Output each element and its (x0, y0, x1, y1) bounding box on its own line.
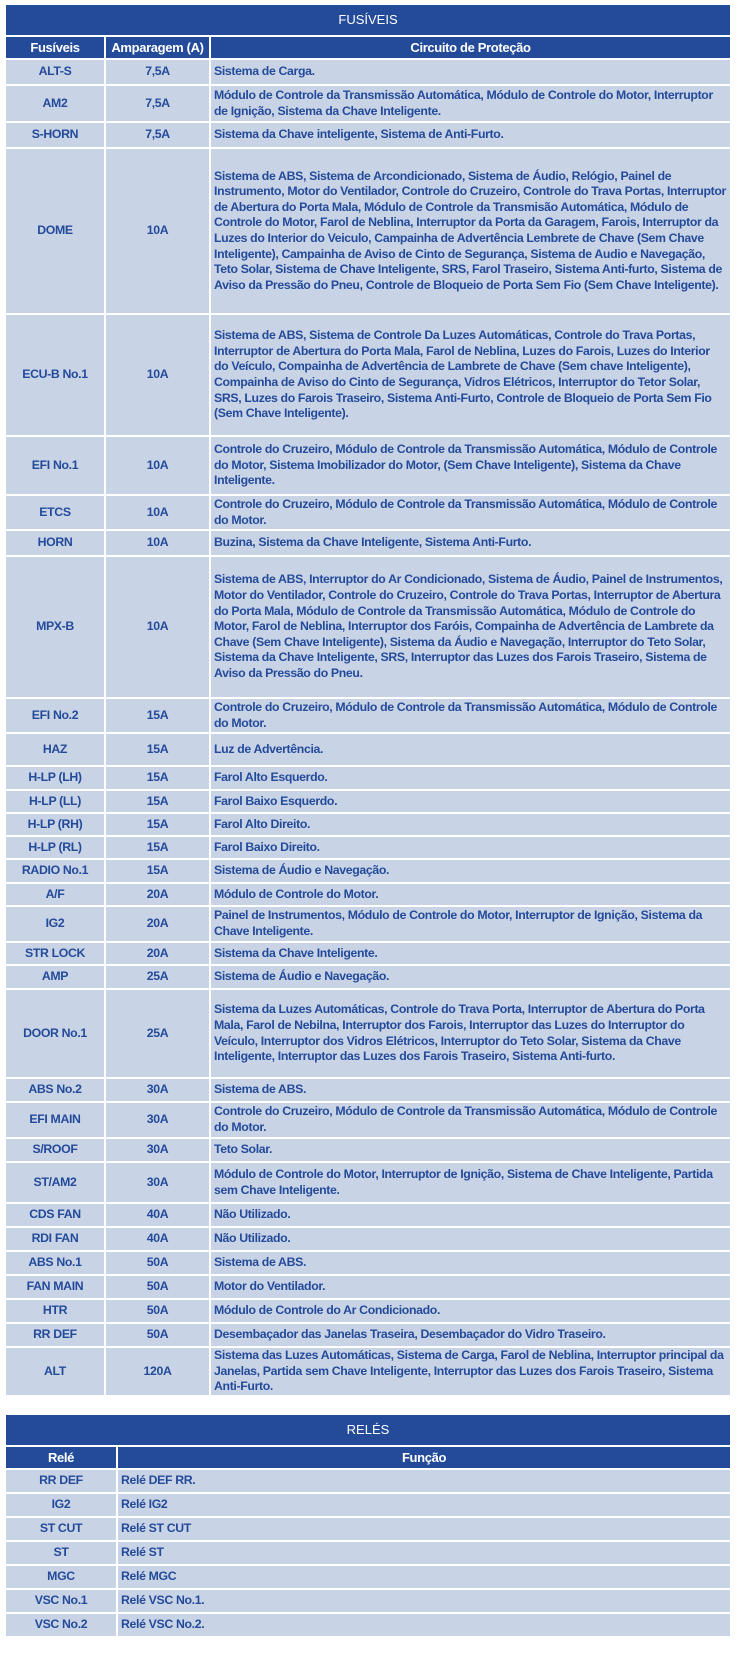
fuse-row (5, 1347, 731, 1396)
fuse-row (5, 906, 731, 942)
relay-row (5, 1517, 731, 1541)
relay-name: MGC (5, 1565, 117, 1589)
fuse-amperage: 7,5A (105, 59, 210, 85)
fuse-circuit: Não Utilizado. (210, 1203, 731, 1227)
fuse-amperage: 10A (105, 495, 210, 530)
fuse-row (5, 1251, 731, 1275)
fuse-row (5, 836, 731, 859)
fuse-name: EFI No.1 (5, 436, 105, 495)
fuse-row (5, 698, 731, 733)
fuse-amperage: 10A (105, 530, 210, 556)
relay-row (5, 1613, 731, 1637)
fuse-row (5, 965, 731, 989)
relay-function: Relé VSC No.1. (117, 1589, 731, 1613)
fuse-row (5, 1102, 731, 1138)
fuse-name: MPX-B (5, 556, 105, 698)
fuse-circuit: Sistema de ABS. (210, 1251, 731, 1275)
fuse-circuit: Módulo de Controle da Transmissão Automática, Módulo de Controle do Motor, Interruptor de Ignição, Sistema da Chave Inteligente. (210, 85, 731, 122)
relay-name: ST CUT (5, 1517, 117, 1541)
fuse-row (5, 942, 731, 965)
fuse-circuit: Módulo de Controle do Motor, Interruptor de Ignição, Sistema de Chave Inteligente, Partida sem Chave Inteligente. (210, 1162, 731, 1203)
fuse-circuit: Controle do Cruzeiro, Módulo de Controle da Transmissão Automática, Módulo de Controle do Motor. (210, 495, 731, 530)
fuse-amperage: 40A (105, 1227, 210, 1251)
fuse-row (5, 1162, 731, 1203)
relays-title: RELÉS (5, 1414, 731, 1446)
fuse-amperage: 10A (105, 556, 210, 698)
fuse-row (5, 883, 731, 906)
fuse-circuit: Teto Solar. (210, 1138, 731, 1162)
fuse-name: ST/AM2 (5, 1162, 105, 1203)
fuse-name: H-LP (RH) (5, 813, 105, 836)
fuse-amperage: 30A (105, 1102, 210, 1138)
relay-function: Relé VSC No.2. (117, 1613, 731, 1637)
fuse-row (5, 733, 731, 766)
fuse-circuit: Módulo de Controle do Motor. (210, 883, 731, 906)
fuse-circuit: Sistema de ABS, Interruptor do Ar Condicionado, Sistema de Áudio, Painel de Instrumentos, Motor do Ventilador, Controle do Cruzeiro, Controle do Trava Portas, Interruptor de Abertura do Porta Mala, Módulo de Controle da Transmissão Automática, Módulo de Controle do Motor, Farol de Neblina, Interruptor dos Faróis, Compainha de Advertência de Lambrete da Chave (Sem Chave Inteligente), Sistema da Áudio e Navegação, Interruptor do Teto Solar, Sistema da Chave Inteligente, SRS, Interruptor das Luzes dos Farois Traseiro, Sistema de Aviso da Pressão do Pneu. (210, 556, 731, 698)
fuse-row (5, 122, 731, 148)
fuse-row (5, 530, 731, 556)
fuse-circuit: Farol Alto Esquerdo. (210, 766, 731, 790)
fuse-name: AM2 (5, 85, 105, 122)
fuse-amperage: 7,5A (105, 85, 210, 122)
fuse-amperage: 15A (105, 698, 210, 733)
fuse-row (5, 1275, 731, 1299)
fuse-circuit: Controle do Cruzeiro, Módulo de Controle da Transmissão Automática, Módulo de Controle do Motor. (210, 1102, 731, 1138)
fuse-row (5, 813, 731, 836)
fuses-title: FUSÍVEIS (5, 4, 731, 36)
fuse-amperage: 10A (105, 314, 210, 436)
relay-function: Relé ST CUT (117, 1517, 731, 1541)
fuse-amperage: 20A (105, 942, 210, 965)
fuse-amperage: 7,5A (105, 122, 210, 148)
fuse-circuit: Sistema de Carga. (210, 59, 731, 85)
fuse-amperage: 120A (105, 1347, 210, 1396)
fuse-amperage: 30A (105, 1138, 210, 1162)
fuse-row (5, 1203, 731, 1227)
fuse-amperage: 25A (105, 965, 210, 989)
fuse-name: RADIO No.1 (5, 859, 105, 883)
fuse-row (5, 989, 731, 1078)
relay-function: Relé IG2 (117, 1493, 731, 1517)
fuse-circuit: Controle do Cruzeiro, Módulo de Controle da Transmissão Automática, Módulo de Controle do Motor, Sistema Imobilizador do Motor, (Sem Chave Inteligente), Sistema da Chave Inteligente. (210, 436, 731, 495)
fuse-circuit: Farol Baixo Direito. (210, 836, 731, 859)
header-amperage: Amparagem (A) (105, 36, 210, 59)
fuse-name: IG2 (5, 906, 105, 942)
fuse-name: RR DEF (5, 1323, 105, 1347)
header-relay: Relé (5, 1446, 117, 1469)
fuse-circuit: Sistema da Chave Inteligente. (210, 942, 731, 965)
fuse-row (5, 148, 731, 314)
fuse-amperage: 15A (105, 766, 210, 790)
fuse-amperage: 40A (105, 1203, 210, 1227)
fuse-amperage: 20A (105, 883, 210, 906)
fuse-amperage: 50A (105, 1323, 210, 1347)
fuse-amperage: 15A (105, 859, 210, 883)
fuse-circuit: Não Utilizado. (210, 1227, 731, 1251)
relay-name: ST (5, 1541, 117, 1565)
fuse-circuit: Farol Baixo Esquerdo. (210, 790, 731, 813)
fuse-row (5, 436, 731, 495)
fuse-amperage: 30A (105, 1162, 210, 1203)
fuse-circuit: Sistema da Chave inteligente, Sistema de Anti-Furto. (210, 122, 731, 148)
fuse-name: ABS No.2 (5, 1078, 105, 1102)
fuse-circuit: Motor do Ventilador. (210, 1275, 731, 1299)
fuse-name: ALT-S (5, 59, 105, 85)
fuse-circuit: Controle do Cruzeiro, Módulo de Controle da Transmissão Automática, Módulo de Controle do Motor. (210, 698, 731, 733)
relay-row (5, 1541, 731, 1565)
fuse-row (5, 1323, 731, 1347)
fuse-circuit: Sistema da Luzes Automáticas, Controle do Trava Porta, Interruptor de Abertura do Porta Mala, Farol de Nebilna, Interruptor dos Farois, Interruptor das Luzes do Interruptor do Veículo, Interruptor dos Vidros Elétricos, Interruptor do Teto Solar, Sistema da Chave Inteligente, Interruptor das Luzes dos Farois Traseiro, Sistema Anti-furto. (210, 989, 731, 1078)
relay-row (5, 1469, 731, 1493)
fuse-name: FAN MAIN (5, 1275, 105, 1299)
relay-name: VSC No.2 (5, 1613, 117, 1637)
fuse-row (5, 790, 731, 813)
fuse-name: HTR (5, 1299, 105, 1323)
fuse-circuit: Painel de Instrumentos, Módulo de Controle do Motor, Interruptor de Ignição, Sistema da Chave Inteligente. (210, 906, 731, 942)
fuse-amperage: 50A (105, 1251, 210, 1275)
relay-name: RR DEF (5, 1469, 117, 1493)
fuse-row (5, 556, 731, 698)
fuse-name: H-LP (RL) (5, 836, 105, 859)
fuse-name: STR LOCK (5, 942, 105, 965)
fuse-amperage: 50A (105, 1275, 210, 1299)
fuse-amperage: 10A (105, 436, 210, 495)
fuse-row (5, 1227, 731, 1251)
relay-row (5, 1565, 731, 1589)
fuse-row (5, 314, 731, 436)
fuse-circuit: Buzina, Sistema da Chave Inteligente, Sistema Anti-Furto. (210, 530, 731, 556)
relay-name: IG2 (5, 1493, 117, 1517)
relay-function: Relé MGC (117, 1565, 731, 1589)
fuse-circuit: Sistema de ABS, Sistema de Controle Da Luzes Automáticas, Controle do Trava Portas, Interruptor de Abertura do Porta Mala, Farol de Neblina, Luzes do Farois, Luzes do Interior do Veículo, Compainha de Advertência de Lambrete de Chave (Sem chave Inteligente), Compainha de Aviso do Cinto de Segurança, Vidros Elétricos, Interruptor do Tetor Solar, SRS, Luzes do Farois Traseiro, Sistema Anti-Furto, Controle de Bloqueio de Porta Sem Fio (Sem Chave Inteligente). (210, 314, 731, 436)
fuse-name: H-LP (LH) (5, 766, 105, 790)
fuse-amperage: 50A (105, 1299, 210, 1323)
fuse-amperage: 15A (105, 733, 210, 766)
fuse-name: A/F (5, 883, 105, 906)
fuse-name: AMP (5, 965, 105, 989)
fuse-amperage: 15A (105, 790, 210, 813)
fuse-circuit: Módulo de Controle do Ar Condicionado. (210, 1299, 731, 1323)
fuse-row (5, 85, 731, 122)
fuse-row (5, 1138, 731, 1162)
fuse-name: HAZ (5, 733, 105, 766)
relay-function: Relé ST (117, 1541, 731, 1565)
fuse-name: HORN (5, 530, 105, 556)
relays-table (4, 1413, 732, 1638)
fuse-name: DOME (5, 148, 105, 314)
fuse-amperage: 30A (105, 1078, 210, 1102)
fuse-circuit: Luz de Advertência. (210, 733, 731, 766)
fuse-circuit: Sistema de ABS, Sistema de Arcondicionado, Sistema de Áudio, Relógio, Painel de Instrumento, Motor do Ventilador, Controle do Cruzeiro, Controle do Trava Portas, Interruptor de Abertura do Porta Mala, Módulo de Controle da Transmisão Automática, Módulo de Controle do Motor, Farol de Neblina, Interruptor da Porta da Garagem, Farois, Interruptor da Luzes do Interior do Veiculo, Campainha de Advertência Lembrete de Chave (Sem Chave Inteligente), Campainha de Aviso de Cinto de Segurança, Sistema de Audio e Navegação, Teto Solar, Sistema de Chave Inteligente, SRS, Farol Traseiro, Sistema Anti-furto, Sistema de Aviso da Pressão do Pneu, Controle de Bloqueio de Porta Sem Fio (Sem Chave Inteligente). (210, 148, 731, 314)
fuse-row (5, 59, 731, 85)
header-fuses: Fusíveis (5, 36, 105, 59)
fuse-name: CDS FAN (5, 1203, 105, 1227)
fuse-name: ABS No.1 (5, 1251, 105, 1275)
fuse-circuit: Sistema de Áudio e Navegação. (210, 859, 731, 883)
fuse-name: DOOR No.1 (5, 989, 105, 1078)
fuse-row (5, 495, 731, 530)
fuse-amperage: 15A (105, 836, 210, 859)
fuse-circuit: Desembaçador das Janelas Traseira, Desembaçador do Vidro Traseiro. (210, 1323, 731, 1347)
fuse-amperage: 25A (105, 989, 210, 1078)
fuse-name: ETCS (5, 495, 105, 530)
fuse-name: RDI FAN (5, 1227, 105, 1251)
header-circuit: Circuito de Proteção (210, 36, 731, 59)
fuse-circuit: Sistema de ABS. (210, 1078, 731, 1102)
fuse-name: ALT (5, 1347, 105, 1396)
fuse-amperage: 15A (105, 813, 210, 836)
fuse-name: ECU-B No.1 (5, 314, 105, 436)
relay-row (5, 1589, 731, 1613)
fuse-row (5, 1078, 731, 1102)
relay-function: Relé DEF RR. (117, 1469, 731, 1493)
fuse-name: S-HORN (5, 122, 105, 148)
fuse-row (5, 1299, 731, 1323)
fuse-circuit: Farol Alto Direito. (210, 813, 731, 836)
fuse-name: H-LP (LL) (5, 790, 105, 813)
fuse-amperage: 10A (105, 148, 210, 314)
relay-name: VSC No.1 (5, 1589, 117, 1613)
fuse-name: EFI No.2 (5, 698, 105, 733)
fuses-table (4, 3, 732, 1397)
fuse-row (5, 859, 731, 883)
relay-row (5, 1493, 731, 1517)
fuse-name: EFI MAIN (5, 1102, 105, 1138)
header-function: Função (117, 1446, 731, 1469)
fuse-amperage: 20A (105, 906, 210, 942)
fuse-circuit: Sistema de Áudio e Navegação. (210, 965, 731, 989)
fuse-circuit: Sistema das Luzes Automáticas, Sistema de Carga, Farol de Neblina, Interruptor principal da Janelas, Partida sem Chave Inteligente, Interruptor das Luzes dos Farois Traseiro, Sistema Anti-Furto. (210, 1347, 731, 1396)
fuse-row (5, 766, 731, 790)
fuse-name: S/ROOF (5, 1138, 105, 1162)
